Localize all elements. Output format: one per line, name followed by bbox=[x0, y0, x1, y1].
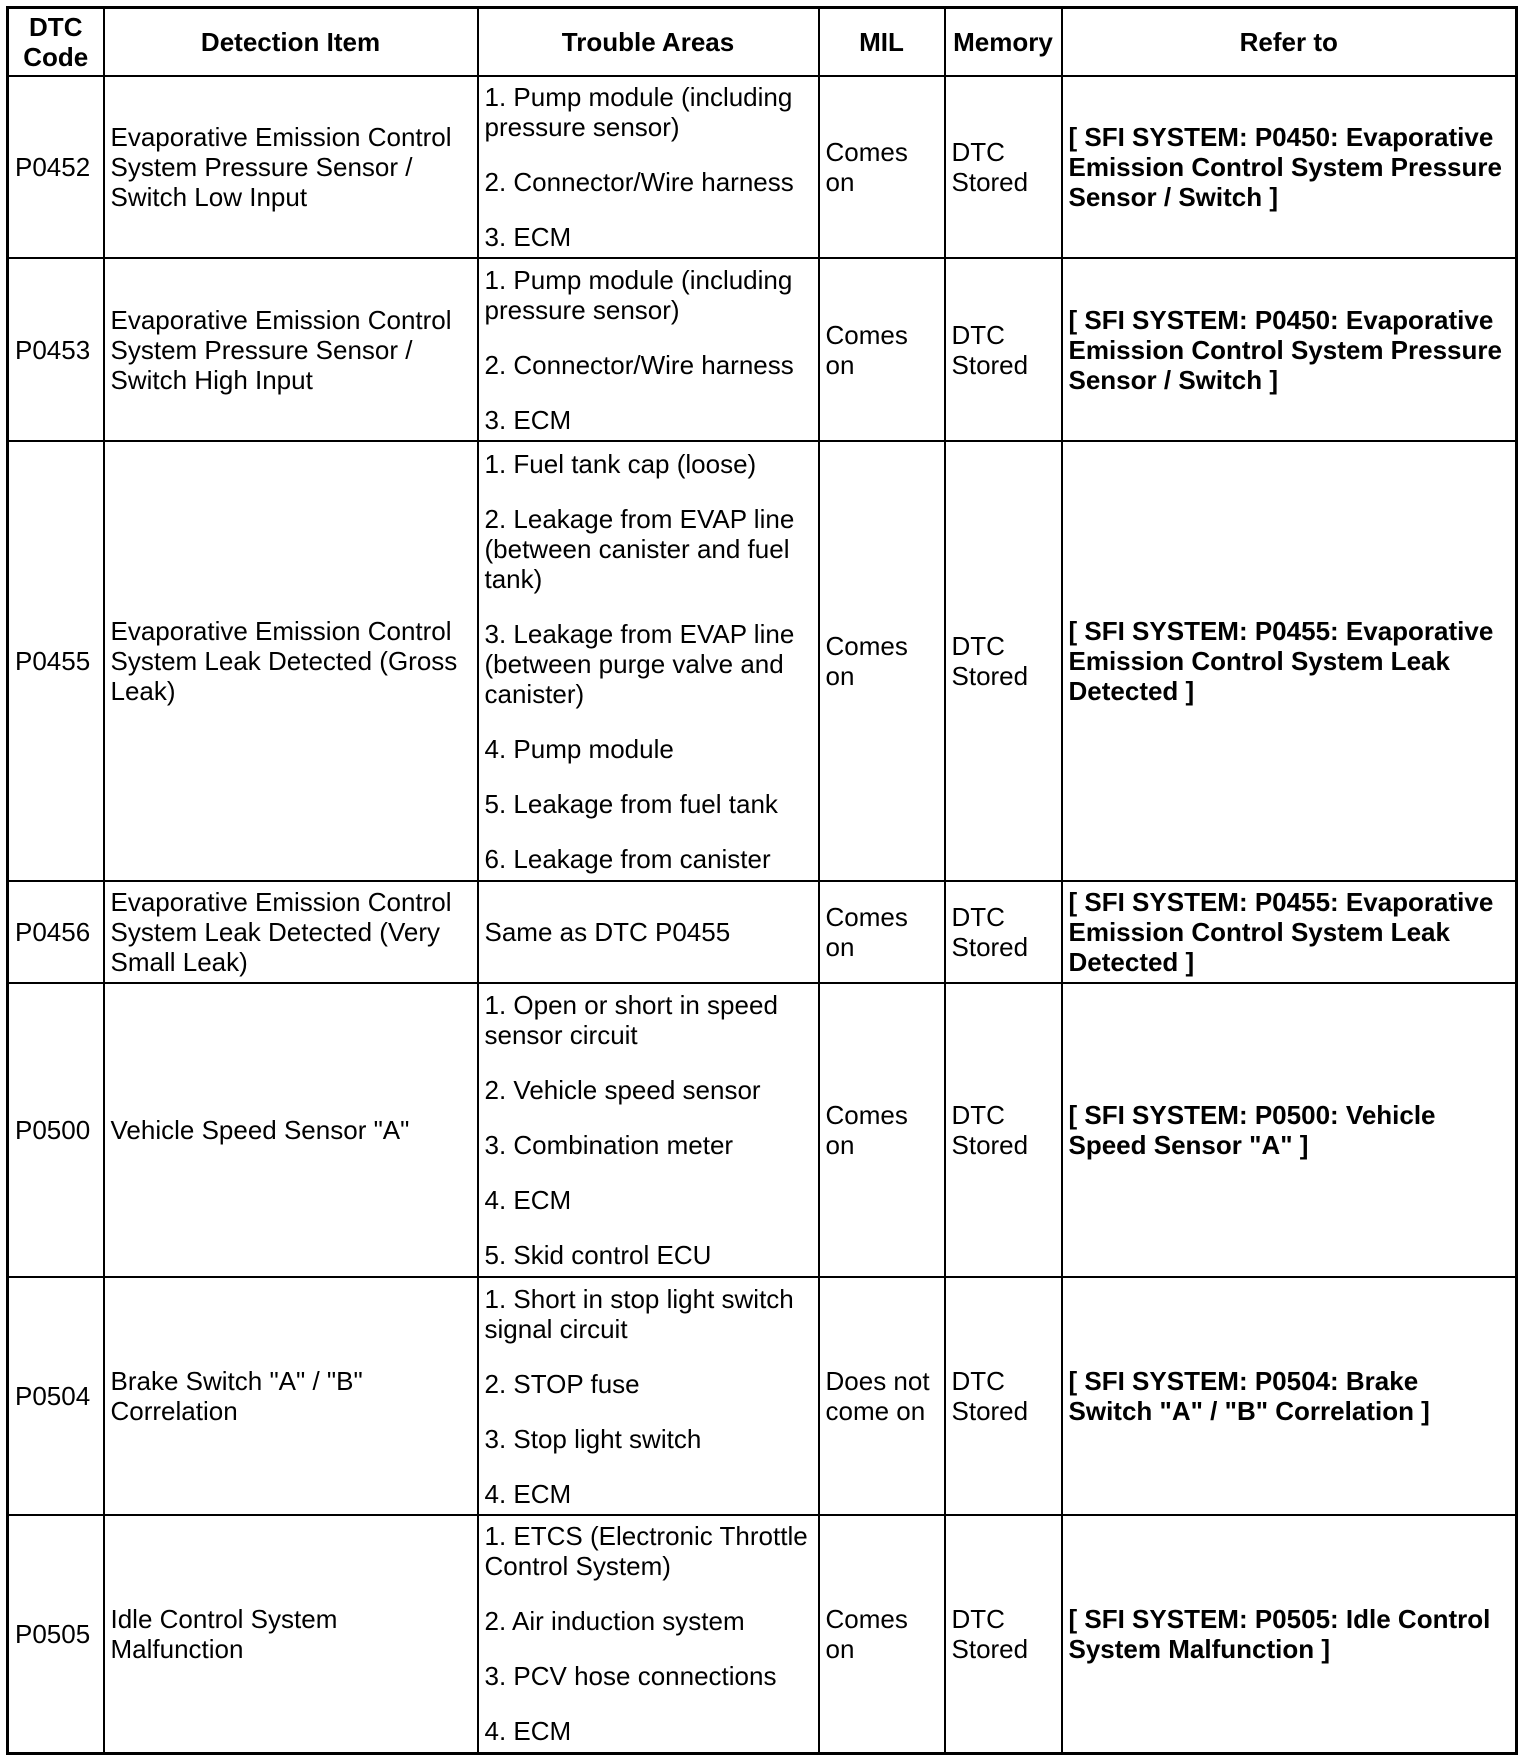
mil-cell: Comes on bbox=[819, 1515, 945, 1753]
detection-item-cell: Evaporative Emission Control System Leak Detected (Very Small Leak) bbox=[104, 881, 478, 983]
trouble-area-item: 5. Skid control ECU bbox=[484, 1240, 712, 1270]
refer-to-cell: [ SFI SYSTEM: P0455: Evaporative Emission Control System Leak Detected ] bbox=[1062, 441, 1517, 881]
mil-cell: Comes on bbox=[819, 258, 945, 441]
memory-cell: DTC Stored bbox=[945, 983, 1062, 1277]
memory-cell: DTC Stored bbox=[945, 1515, 1062, 1753]
detection-item-cell: Brake Switch "A" / "B" Correlation bbox=[104, 1277, 478, 1515]
trouble-area-item: 2. Connector/Wire harness bbox=[484, 167, 794, 197]
mil-cell: Comes on bbox=[819, 441, 945, 881]
refer-to-cell: [ SFI SYSTEM: P0455: Evaporative Emission Control System Leak Detected ] bbox=[1062, 881, 1517, 983]
trouble-area-item: 3. ECM bbox=[484, 404, 572, 435]
trouble-area-item: Same as DTC P0455 bbox=[484, 917, 731, 947]
header-memory: Memory bbox=[945, 8, 1062, 77]
header-dtc-code: DTC Code bbox=[8, 8, 104, 77]
trouble-areas-cell bbox=[478, 76, 819, 258]
trouble-area-item: 2. Vehicle speed sensor bbox=[484, 1075, 761, 1105]
table-header-row bbox=[8, 8, 1517, 77]
memory-cell: DTC Stored bbox=[945, 441, 1062, 881]
trouble-area-item: 4. Pump module bbox=[484, 733, 674, 764]
table-row bbox=[8, 441, 1517, 881]
trouble-area-item: 4. ECM bbox=[484, 1716, 572, 1747]
dtc-code-cell: P0455 bbox=[8, 441, 104, 881]
trouble-area-item: 3. Combination meter bbox=[484, 1130, 734, 1160]
trouble-area-item: 3. Leakage from EVAP line (between purge valve and canister) bbox=[484, 618, 795, 709]
trouble-area-item: 2. Leakage from EVAP line (between canister and fuel tank) bbox=[484, 503, 795, 594]
detection-item-cell: Vehicle Speed Sensor "A" bbox=[104, 983, 478, 1277]
table-row bbox=[8, 881, 1517, 983]
dtc-code-cell: P0452 bbox=[8, 76, 104, 258]
table-row bbox=[8, 1277, 1517, 1515]
detection-item-cell: Idle Control System Malfunction bbox=[104, 1515, 478, 1753]
trouble-area-item: 2. Connector/Wire harness bbox=[484, 349, 794, 380]
detection-item-cell: Evaporative Emission Control System Pressure Sensor / Switch High Input bbox=[104, 258, 478, 441]
memory-cell: DTC Stored bbox=[945, 1277, 1062, 1515]
table-row bbox=[8, 76, 1517, 258]
trouble-area-item: 2. STOP fuse bbox=[484, 1368, 640, 1399]
dtc-code-cell: P0453 bbox=[8, 258, 104, 441]
dtc-code-cell: P0505 bbox=[8, 1515, 104, 1753]
refer-to-cell: [ SFI SYSTEM: P0450: Evaporative Emission Control System Pressure Sensor / Switch ] bbox=[1062, 258, 1517, 441]
table-row bbox=[8, 258, 1517, 441]
memory-cell: DTC Stored bbox=[945, 76, 1062, 258]
trouble-area-item: 6. Leakage from canister bbox=[484, 843, 771, 874]
refer-to-cell: [ SFI SYSTEM: P0504: Brake Switch "A" / "B" Correlation ] bbox=[1062, 1277, 1517, 1515]
refer-to-cell: [ SFI SYSTEM: P0450: Evaporative Emission Control System Pressure Sensor / Switch ] bbox=[1062, 76, 1517, 258]
trouble-area-item: 1. Fuel tank cap (loose) bbox=[484, 448, 757, 479]
trouble-area-item: 5. Leakage from fuel tank bbox=[484, 788, 778, 819]
trouble-area-item: 1. Open or short in speed sensor circuit bbox=[484, 990, 778, 1050]
trouble-area-item: 3. PCV hose connections bbox=[484, 1661, 777, 1692]
detection-item-cell: Evaporative Emission Control System Leak Detected (Gross Leak) bbox=[104, 441, 478, 881]
trouble-area-item: 1. Short in stop light switch signal circuit bbox=[484, 1283, 794, 1344]
trouble-area-item: 1. Pump module (including pressure sensor) bbox=[484, 82, 793, 142]
refer-to-cell: [ SFI SYSTEM: P0500: Vehicle Speed Sensor "A" ] bbox=[1062, 983, 1517, 1277]
dtc-code-cell: P0504 bbox=[8, 1277, 104, 1515]
table-row bbox=[8, 1515, 1517, 1753]
mil-cell: Does not come on bbox=[819, 1277, 945, 1515]
trouble-area-item: 1. ETCS (Electronic Throttle Control System) bbox=[484, 1521, 808, 1582]
trouble-area-item: 4. ECM bbox=[484, 1185, 572, 1215]
memory-cell: DTC Stored bbox=[945, 881, 1062, 983]
trouble-area-item: 3. ECM bbox=[484, 222, 572, 252]
mil-cell: Comes on bbox=[819, 76, 945, 258]
trouble-areas-cell bbox=[478, 983, 819, 1277]
memory-cell: DTC Stored bbox=[945, 258, 1062, 441]
dtc-table bbox=[6, 6, 1518, 1755]
trouble-areas-cell bbox=[478, 1277, 819, 1515]
trouble-areas-cell bbox=[478, 441, 819, 881]
trouble-areas-cell bbox=[478, 258, 819, 441]
trouble-areas-cell bbox=[478, 881, 819, 983]
trouble-area-item: 3. Stop light switch bbox=[484, 1423, 702, 1454]
dtc-code-cell: P0456 bbox=[8, 881, 104, 983]
trouble-area-item: 2. Air induction system bbox=[484, 1606, 745, 1637]
trouble-area-item: 4. ECM bbox=[484, 1478, 572, 1509]
dtc-code-cell: P0500 bbox=[8, 983, 104, 1277]
header-detection-item: Detection Item bbox=[104, 8, 478, 77]
header-trouble-areas: Trouble Areas bbox=[478, 8, 819, 77]
refer-to-cell: [ SFI SYSTEM: P0505: Idle Control System Malfunction ] bbox=[1062, 1515, 1517, 1753]
detection-item-cell: Evaporative Emission Control System Pressure Sensor / Switch Low Input bbox=[104, 76, 478, 258]
trouble-areas-cell bbox=[478, 1515, 819, 1753]
trouble-area-item: 1. Pump module (including pressure sensor) bbox=[484, 264, 793, 325]
table-row bbox=[8, 983, 1517, 1277]
header-refer-to: Refer to bbox=[1062, 8, 1517, 77]
mil-cell: Comes on bbox=[819, 983, 945, 1277]
table-body bbox=[8, 76, 1517, 1753]
mil-cell: Comes on bbox=[819, 881, 945, 983]
header-mil: MIL bbox=[819, 8, 945, 77]
